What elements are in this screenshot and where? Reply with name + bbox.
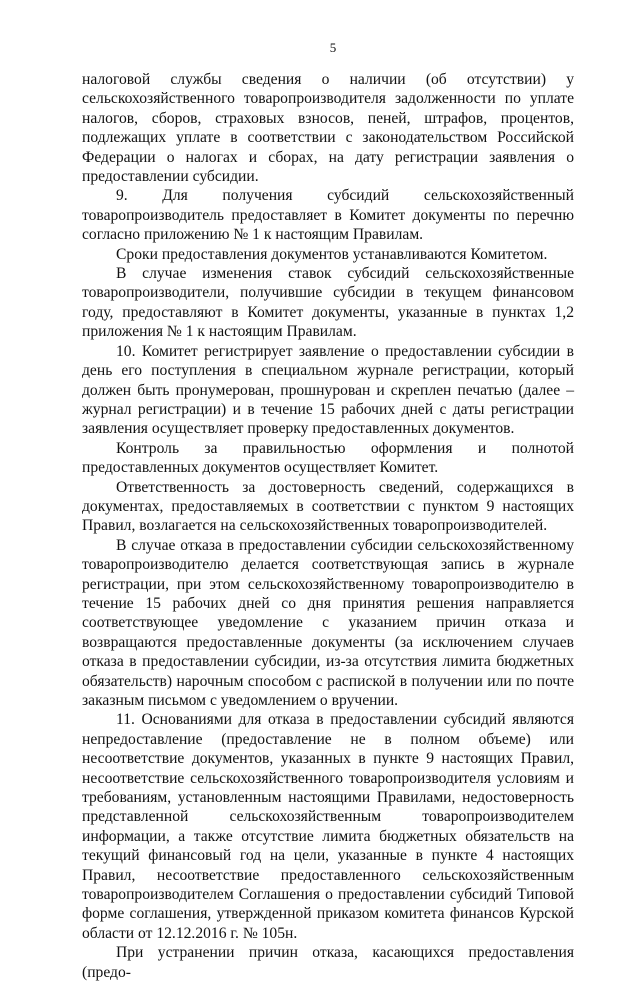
paragraph-item-9: 9. Для получения субсидий сельскохозяйственный товаропроизводитель предоставляет в Комитет документы по перечню согласно приложению № 1 к настоящим Правилам. — [82, 187, 574, 244]
paragraph-control: Контроль за правильностью оформления и полнотой предоставленных документов осуществляет Комитет. — [82, 439, 574, 477]
page-number: 5 — [329, 40, 337, 55]
paragraph-tax-info: налоговой службы сведения о наличии (об отсутствии) у сельскохозяйственного товаропроизводителя задолженности по уплате налогов, сборов, страховых взносов, пеней, штрафов, процентов, подлежащих уплате в соответствии с законодательством Российской Федерации о налогах и сборах, на дату регистрации заявления о предоставлении субсидии. — [82, 71, 574, 186]
paragraph-elimination: При устранении причин отказа, касающихся предоставления (предо- — [82, 944, 574, 981]
paragraph-item-10: 10. Комитет регистрирует заявление о предоставлении субсидии в день его поступления в специальном журнале регистрации, который должен быть пронумерован, прошнурован и скреплен печатью (далее – журнал регистрации) и в течение 15 рабочих дней с даты регистрации заявления осуществляет проверку предоставленных документов. — [82, 342, 574, 438]
paragraph-responsibility: Ответственность за достоверность сведений, содержащихся в документах, предоставляемых в соответствии с пунктом 9 настоящих Правил, возлагается на сельскохозяйственных товаропроизводителей. — [82, 478, 574, 535]
paragraph-deadlines: Сроки предоставления документов устанавливаются Комитетом. — [116, 245, 548, 263]
paragraph-item-11: 11. Основаниями для отказа в предоставлении субсидий являются непредоставление (предоставление не в полном объеме) или несоответствие документов, указанных в пункте 9 настоящих Правил, несоответствие сельскохозяйственного товаропроизводителя условиям и требованиям, установленным настоящими Правилами, недостоверность представленной сельскохозяйственным товаропроизводителем информации, а также отсутствие лимита бюджетных обязательств на текущий финансовый год на цели, указанные в пункте 4 настоящих Правил, несоответствие предоставленного сельскохозяйственным товаропроизводителем Соглашения о предоставлении субсидий Типовой форме соглашения, утвержденной приказом комитета финансов Курской области от 12.12.2016 г. № 105н. — [82, 711, 574, 942]
paragraph-refusal-notice: В случае отказа в предоставлении субсидии сельскохозяйственному товаропроизводителю делается соответствующая запись в журнале регистрации, при этом сельскохозяйственному товаропроизводителю в течение 15 рабочих дней со дня принятия решения направляется соответствующее уведомление с указанием причин отказа и возвращаются предоставленные документы (за исключением случаев отказа в предоставлении субсидии, из-за отсутствия лимита бюджетных обязательств) нарочным способом с распиской в получении или по почте заказным письмом с уведомлением о вручении. — [82, 536, 574, 709]
paragraph-rate-change: В случае изменения ставок субсидий сельскохозяйственные товаропроизводители, получившие субсидии в текущем финансовом году, предоставляют в Комитет документы, указанные в пунктах 1,2 приложения № 1 к настоящим Правилам. — [82, 265, 574, 341]
